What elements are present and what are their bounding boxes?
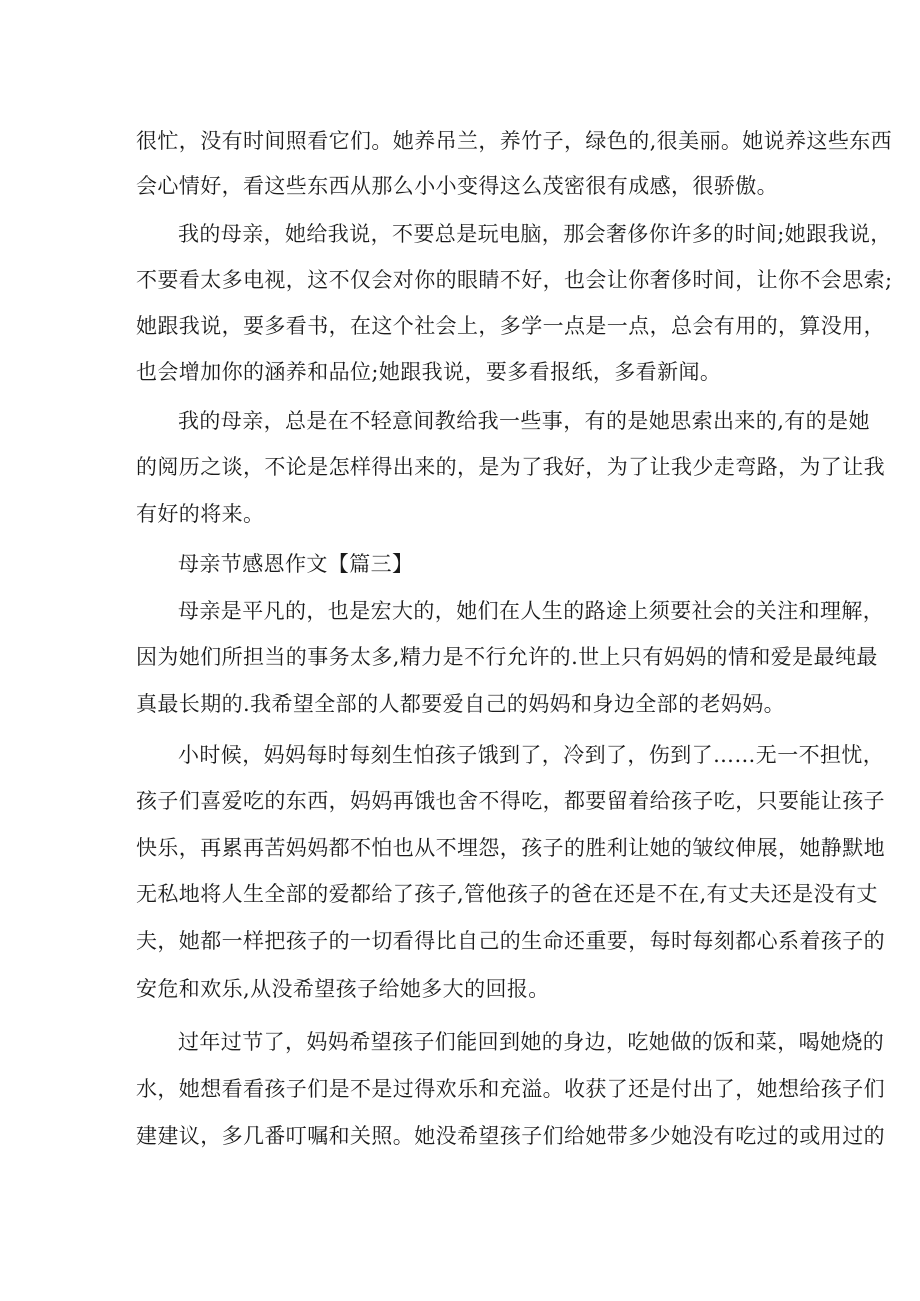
paragraph-line: 真最长期的.我希望全部的人都要爱自己的妈妈和身边全部的老妈妈。 [136, 692, 786, 716]
paragraph-line: 快乐，再累再苦妈妈都不怕也从不埋怨，孩子的胜利让她的皱纹伸展，她静默地 [136, 836, 885, 860]
paragraph-line: 安危和欢乐,从没希望孩子给她多大的回报。 [136, 977, 550, 1001]
paragraph-line: 我的母亲，总是在不轻意间教给我一些事，有的是她思索出来的,有的是她 [178, 409, 870, 433]
paragraph-line: 也会增加你的涵养和品位;她跟我说，要多看报纸，多看新闻。 [136, 360, 722, 384]
paragraph-line: 很忙，没有时间照看它们。她养吊兰，养竹子，绿色的,很美丽。她说养这些东西 [136, 129, 893, 153]
paragraph-line: 不要看太多电视，这不仅会对你的眼睛不好，也会让你奢侈时间，让你不会思索; [136, 268, 893, 292]
paragraph-line: 我的母亲，她给我说，不要总是玩电脑，那会奢侈你许多的时间;她跟我说， [178, 222, 892, 246]
paragraph-line: 有好的将来。 [136, 502, 265, 526]
paragraph-line: 因为她们所担当的事务太多,精力是不行允许的.世上只有妈妈的情和爱是最纯最 [136, 645, 878, 669]
paragraph-line: 建建议，多几番叮嘱和关照。她没希望孩子们给她带多少她没有吃过的或用过的 [136, 1124, 885, 1148]
section-heading: 母亲节感恩作文【篇三】 [178, 552, 414, 576]
paragraph-line: 水，她想看看孩子们是不是过得欢乐和充溢。收获了还是付出了，她想给孩子们 [136, 1077, 885, 1101]
paragraph-line: 母亲是平凡的，也是宏大的，她们在人生的路途上须要社会的关注和理解， [178, 599, 885, 623]
paragraph-line: 会心情好，看这些东西从那么小小变得这么茂密很有成感，很骄傲。 [136, 174, 778, 198]
paragraph-line: 的阅历之谈，不论是怎样得出来的，是为了我好，为了让我少走弯路，为了让我 [136, 455, 885, 479]
paragraph-line: 孩子们喜爱吃的东西，妈妈再饿也舍不得吃，都要留着给孩子吃，只要能让孩子 [136, 789, 885, 813]
paragraph-line: 过年过节了，妈妈希望孩子们能回到她的身边，吃她做的饭和菜，喝她烧的 [178, 1030, 885, 1054]
paragraph-line: 她跟我说，要多看书，在这个社会上，多学一点是一点，总会有用的，算没用， [136, 314, 885, 338]
paragraph-line: 小时候，妈妈每时每刻生怕孩子饿到了，冷到了，伤到了……无一不担忧， [178, 743, 885, 767]
paragraph-line: 无私地将人生全部的爱都给了孩子,管他孩子的爸在还是不在,有丈夫还是没有丈 [136, 882, 878, 906]
paragraph-line: 夫，她都一样把孩子的一切看得比自己的生命还重要，每时每刻都心系着孩子的 [136, 929, 885, 953]
